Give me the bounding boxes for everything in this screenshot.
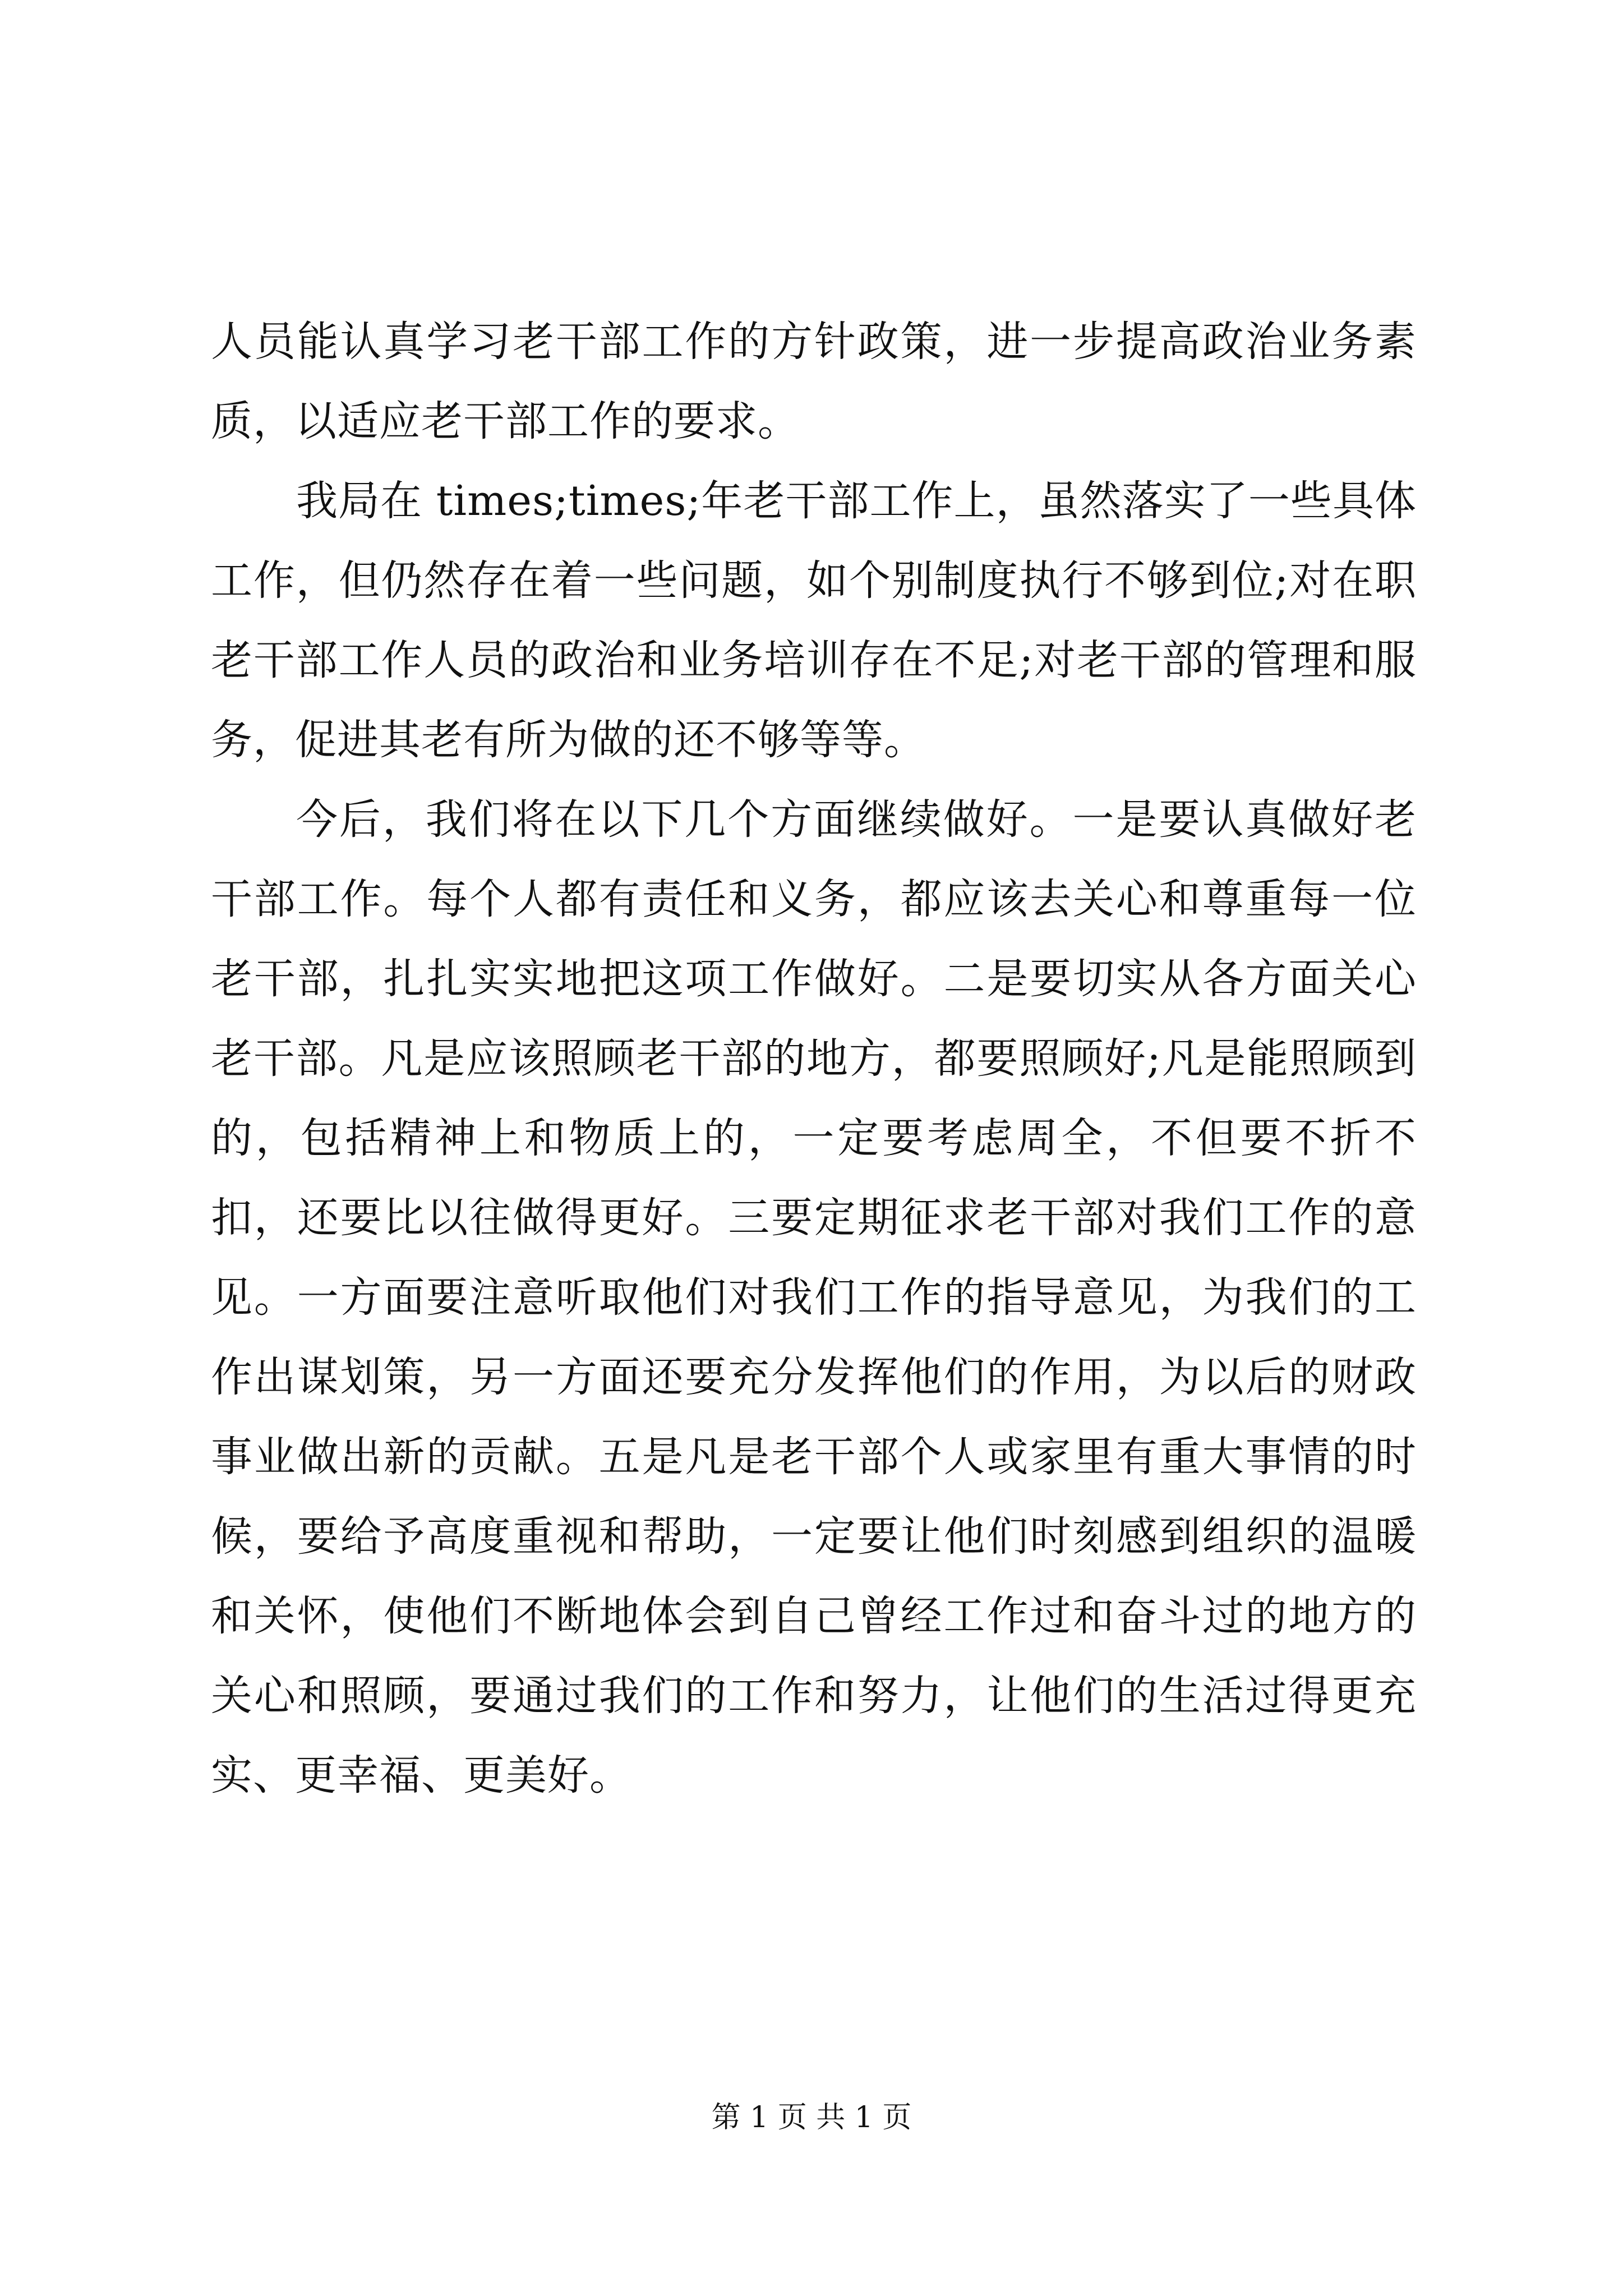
- paragraph-1: 人员能认真学习老干部工作的方针政策，进一步提高政治业务素质，以适应老干部工作的要求。: [211, 318, 1417, 445]
- document-body: [211, 302, 1417, 1815]
- page-number-footer: 第 1 页 共 1 页: [711, 2101, 912, 2134]
- paragraph-2: 我局在 times;times;年老干部工作上，虽然落实了一些具体工作，但仍然存在着一些问题，如个别制度执行不够到位;对在职老干部工作人员的政治和业务培训存在不足;对老干部的管理和服务，促进其老有所为做的还不够等等。: [211, 477, 1417, 764]
- paragraph-3: 今后，我们将在以下几个方面继续做好。一是要认真做好老干部工作。每个人都有责任和义务，都应该去关心和尊重每一位老干部，扎扎实实地把这项工作做好。二是要切实从各方面关心老干部。凡是应该照顾老干部的地方，都要照顾好;凡是能照顾到的，包括精神上和物质上的，一定要考虑周全，不但要不折不扣，还要比以往做得更好。三要定期征求老干部对我们工作的意见。一方面要注意听取他们对我们工作的指导意见，为我们的工作出谋划策，另一方面还要充分发挥他们的作用，为以后的财政事业做出新的贡献。五是凡是老干部个人或家里有重大事情的时候，要给予高度重视和帮助，一定要让他们时刻感到组织的温暖和关怀，使他们不断地体会到自己曾经工作过和奋斗过的地方的关心和照顾，要通过我们的工作和努力，让他们的生活过得更充实、更幸福、更美好。: [211, 795, 1417, 1800]
